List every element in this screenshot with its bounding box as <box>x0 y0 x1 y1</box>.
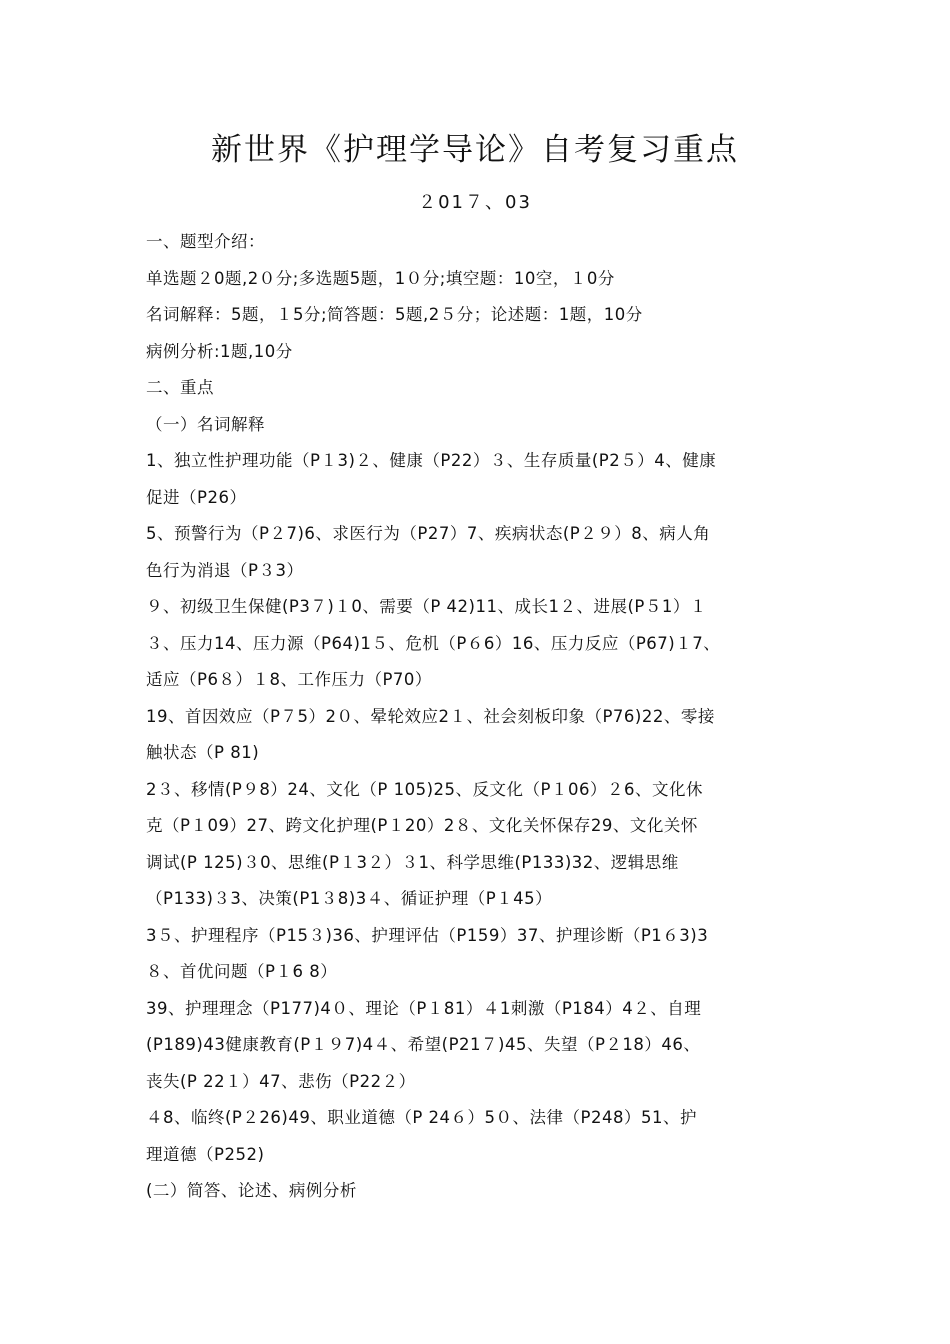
text-line: ８、首优问题（P１6 8） <box>146 962 338 981</box>
text-line: ３、压力14、压力源（P64)1５、危机（P６6）16、压力反应（P67)１7、 <box>146 633 721 653</box>
text-line: （P133)３3、决策(P1３8)3４、循证护理（P１45） <box>146 889 553 908</box>
text-line: 理道德（P252) <box>146 1144 265 1164</box>
document-date: ２01７、03 <box>418 192 532 213</box>
text-line: 19、首因效应（P７5）2０、晕轮效应2１、社会刻板印象（P76)22、零接 <box>146 706 715 726</box>
text-line: ４8、临终(P２26)49、职业道德（P 24６）5０、法律（P248）51、护 <box>146 1108 697 1127</box>
text-line: 39、护理理念（P177)4０、理论（P１81）４1刺激（P184）4２、自理 <box>146 998 702 1018</box>
section-heading-key-points: 二、重点 <box>146 378 214 397</box>
text-line: 促进（P26） <box>146 487 247 507</box>
text-line: 3５、护理程序（P15３)36、护理评估（P159）37、护理诊断（P1６3)3 <box>146 925 709 945</box>
subsection-heading-terms: （一）名词解释 <box>146 414 265 434</box>
text-line: 触状态（P 81) <box>146 743 260 762</box>
text-line: 色行为消退（P３3） <box>146 560 304 580</box>
text-line: (P189)43健康教育(P１９7)4４、希望(P21７)45、失望（P２18）46、 <box>146 1035 701 1054</box>
document-title: 新世界《护理学导论》自考复习重点 <box>211 132 739 168</box>
text-line: 丧失(P 22１）47、悲伤（P22２） <box>146 1071 416 1091</box>
section-heading-question-types: 一、题型介绍： <box>146 232 265 251</box>
text-line: ９、初级卫生保健(P3７)１0、需要（P 42)11、成长1２、进展(P５1）１ <box>146 597 707 616</box>
text-line: 2３、移情(P９8）24、文化（P 105)25、反文化（P１06）２6、文化休 <box>146 779 703 799</box>
text-line: 名词解释：5题，１5分;简答题：5题,2５分；论述题：1题，10分 <box>146 305 643 324</box>
text-line: 单选题２0题,2０分;多选题5题，1０分;填空题：10空，１0分 <box>146 268 615 288</box>
text-line: 适应（P6８）１8、工作压力（P70） <box>146 670 432 689</box>
text-line: 1、独立性护理功能（P１3)２、健康（P22）３、生存质量(P2５）4、健康 <box>146 451 717 470</box>
text-line: 调试(P 125)３0、思维(P１3２）３1、科学思维(P133)32、逻辑思维 <box>146 852 679 872</box>
text-line: 克（P１09）27、跨文化护理(P１20）2８、文化关怀保存29、文化关怀 <box>146 816 698 835</box>
document-body <box>146 224 811 1210</box>
text-line: 病例分析:1题,10分 <box>146 341 293 361</box>
subsection-heading-essays: (二）简答、论述、病例分析 <box>146 1181 357 1200</box>
text-line: 5、预警行为（P２7)6、求医行为（P27）7、疾病状态(P２９）8、病人角 <box>146 524 711 543</box>
